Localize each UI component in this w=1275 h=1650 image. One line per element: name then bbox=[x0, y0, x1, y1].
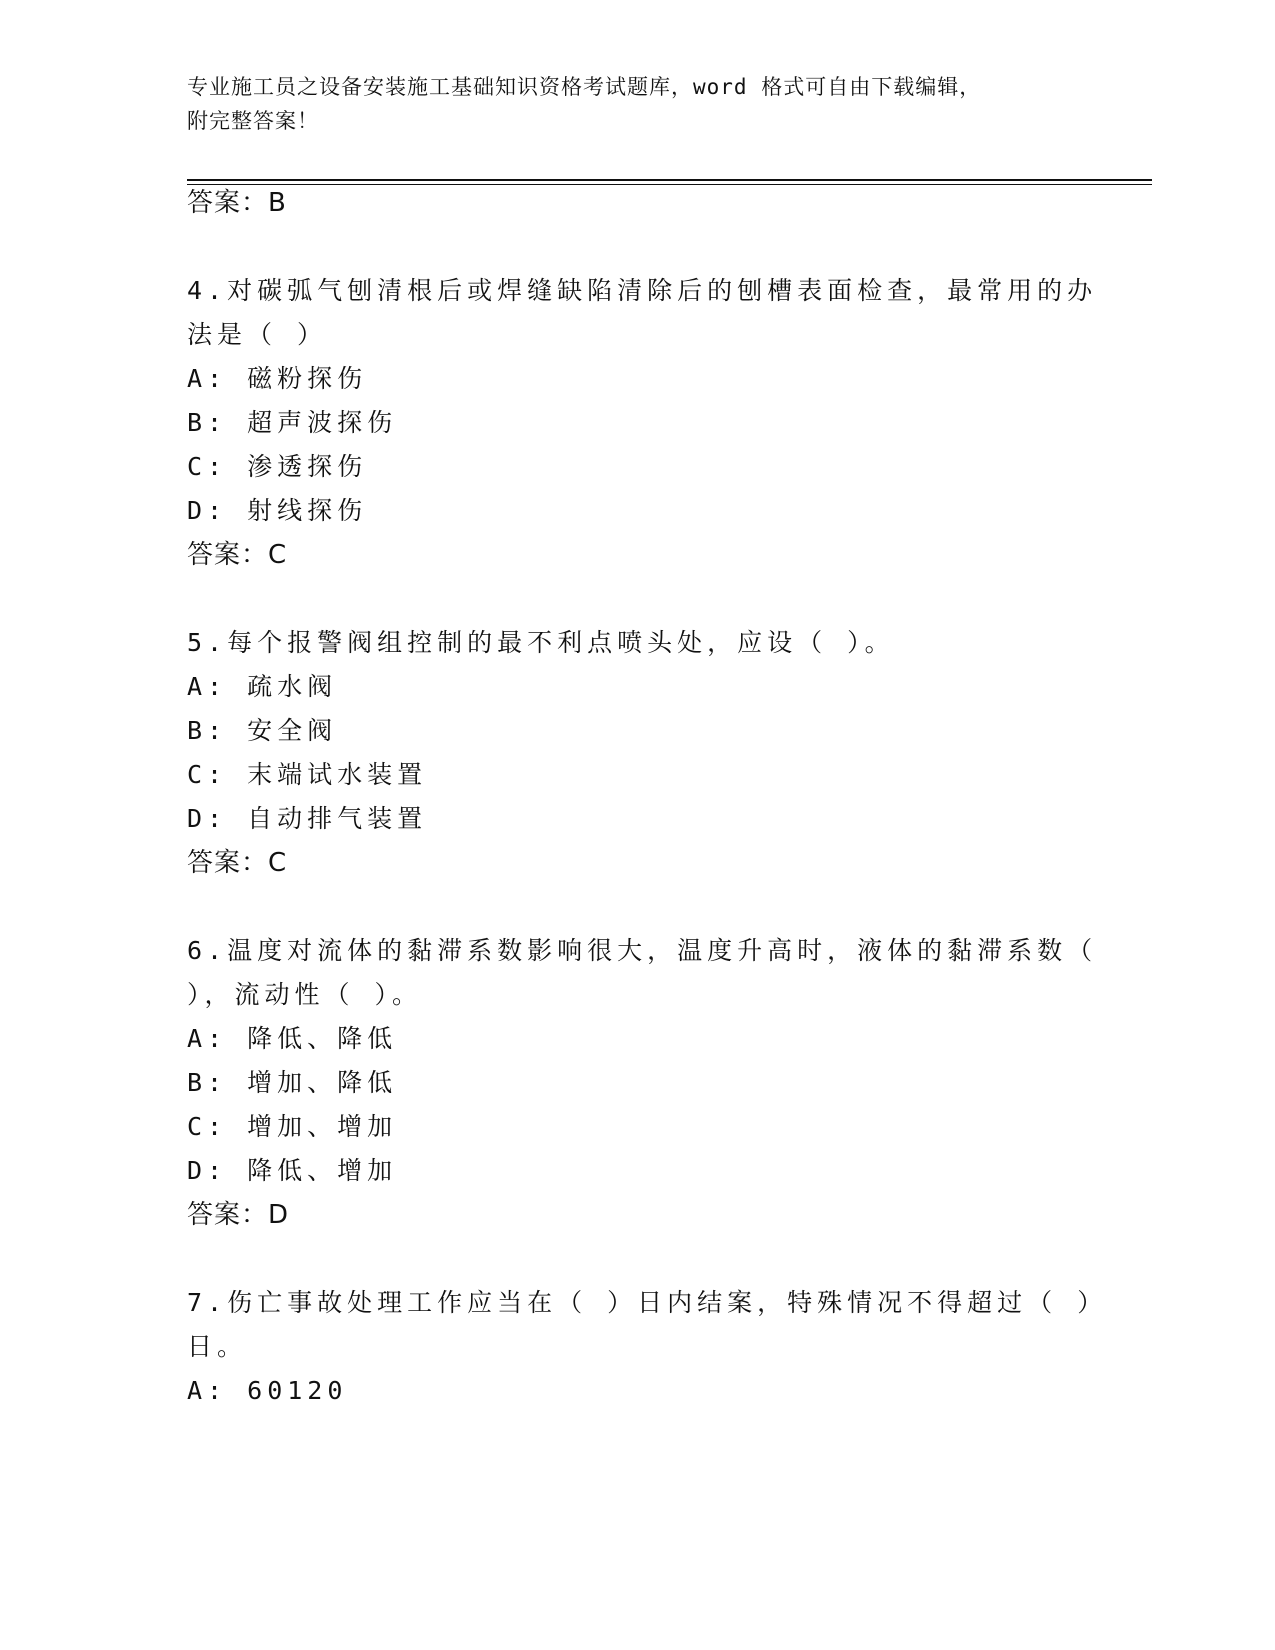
question-7-text-line-2: 日。 bbox=[187, 1332, 248, 1361]
header-divider-thin bbox=[187, 184, 1152, 185]
question-5-option-b: B: 安全阀 bbox=[187, 716, 338, 745]
question-7-option-a: A: 60120 bbox=[187, 1376, 348, 1405]
question-5-option-d: D: 自动排气装置 bbox=[187, 804, 428, 833]
answer-4: 答案：C bbox=[187, 540, 288, 570]
question-6-option-a: A: 降低、降低 bbox=[187, 1024, 398, 1053]
answer-3: 答案：B bbox=[187, 188, 287, 218]
answer-6: 答案：D bbox=[187, 1200, 290, 1230]
question-4-text-line-1: 4.对碳弧气刨清根后或焊缝缺陷清除后的刨槽表面检查，最常用的办 bbox=[187, 276, 1098, 305]
question-5-option-c: C: 末端试水装置 bbox=[187, 760, 428, 789]
question-6-option-b: B: 增加、降低 bbox=[187, 1068, 398, 1097]
question-4-option-c: C: 渗透探伤 bbox=[187, 452, 368, 481]
document-header bbox=[187, 70, 1067, 138]
question-4-text-line-2: 法是（ ） bbox=[187, 320, 328, 349]
question-6-option-c: C: 增加、增加 bbox=[187, 1112, 398, 1141]
answer-5: 答案：C bbox=[187, 848, 288, 878]
question-4-option-a: A: 磁粉探伤 bbox=[187, 364, 368, 393]
question-6-option-d: D: 降低、增加 bbox=[187, 1156, 398, 1185]
question-4-option-d: D: 射线探伤 bbox=[187, 496, 368, 525]
question-4-option-b: B: 超声波探伤 bbox=[187, 408, 398, 437]
header-divider-thick bbox=[187, 179, 1152, 181]
question-6-text-line-2: ），流动性（ ）。 bbox=[187, 980, 423, 1009]
header-line-2: 附完整答案！ bbox=[187, 109, 319, 133]
header-line-1: 专业施工员之设备安装施工基础知识资格考试题库，word 格式可自由下载编辑， bbox=[187, 75, 982, 99]
question-5-text-line-1: 5.每个报警阀组控制的最不利点喷头处，应设（ ）。 bbox=[187, 628, 895, 657]
question-6-text-line-1: 6.温度对流体的黏滞系数影响很大，温度升高时，液体的黏滞系数（ bbox=[187, 936, 1098, 965]
question-5-option-a: A: 疏水阀 bbox=[187, 672, 338, 701]
question-7-text-line-1: 7.伤亡事故处理工作应当在（ ）日内结案，特殊情况不得超过（ ） bbox=[187, 1288, 1108, 1317]
